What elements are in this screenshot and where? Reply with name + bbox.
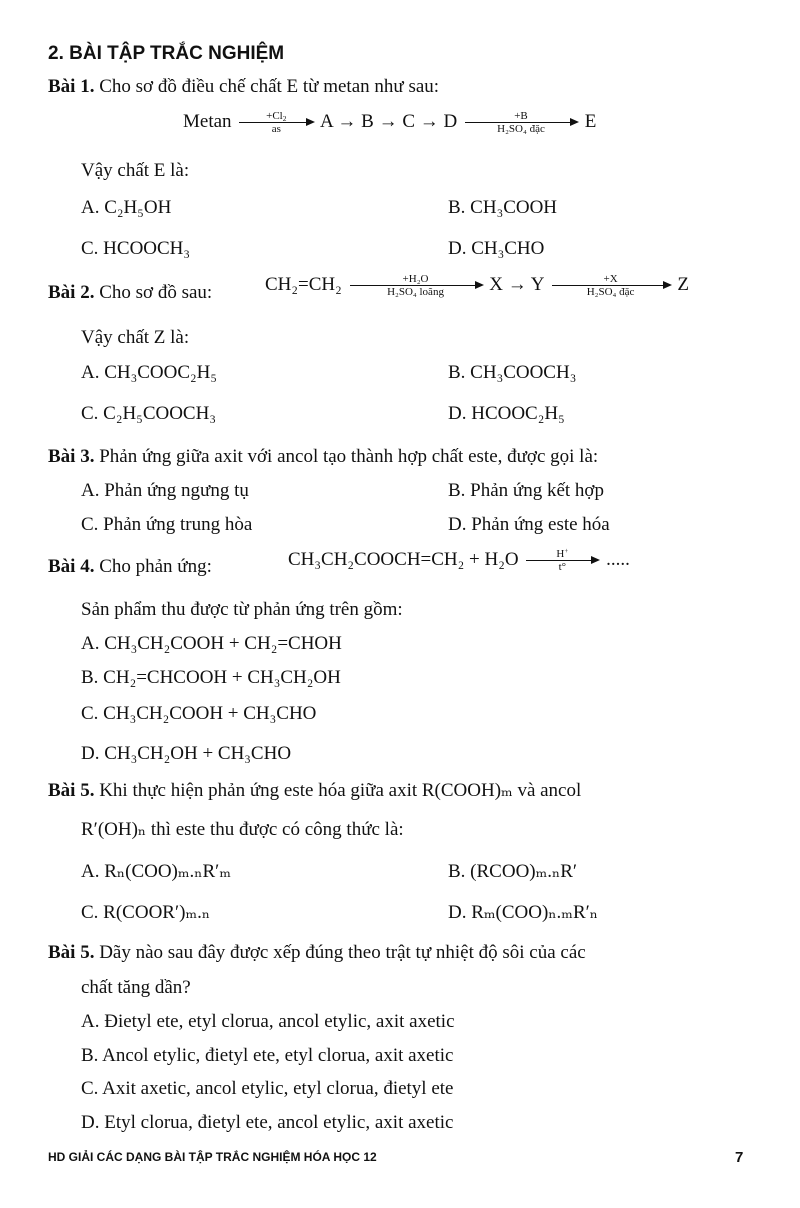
question-text: Cho sơ đồ sau:: [99, 282, 213, 303]
reaction-arrow: [552, 273, 670, 298]
question-4: [48, 556, 212, 578]
question-label: Bài 4.: [48, 556, 95, 577]
question-text: Dãy nào sau đây được xếp đúng theo trật tự nhiệt độ sôi của các: [99, 942, 586, 963]
reaction-arrow: [465, 110, 577, 135]
option-c: C. Phản ứng trung hòa: [81, 514, 253, 535]
reaction-arrow: [239, 110, 313, 135]
question-label: Bài 5.: [48, 942, 95, 963]
arrow-condition-superscript: +: [564, 547, 569, 555]
arrow-condition-bottom: t°: [558, 561, 567, 573]
question-prompt: Vậy chất E là:: [81, 160, 190, 181]
reaction-scheme-2: [265, 273, 689, 298]
arrow-condition-subscript: 2: [282, 114, 287, 124]
arrow-condition-top: +H₂O: [402, 273, 429, 285]
question-text: Cho phản ứng:: [99, 556, 212, 577]
scheme-middle: X → Y: [489, 273, 544, 295]
question-3: [48, 446, 598, 468]
question-text: Cho sơ đồ điều chế chất E từ metan như sau:: [99, 76, 440, 97]
question-2: [48, 282, 212, 304]
option-a: A. C₂H₅OH: [81, 197, 172, 218]
option-a: A. Đietyl ete, etyl clorua, ancol etylic, axit axetic: [81, 1011, 455, 1032]
option-d: D. CH₃CHO: [448, 238, 545, 259]
option-d: D. HCOOC₂H₅: [448, 403, 565, 424]
option-a: A. CH₃CH₂COOH + CH₂=CHOH: [81, 633, 342, 654]
option-b: B. CH₃COOH: [448, 197, 558, 218]
option-c: C. HCOOCH₃: [81, 238, 191, 259]
question-text: Phản ứng giữa axit với ancol tạo thành hợp chất este, được gọi là:: [99, 446, 599, 467]
option-b: B. Ancol etylic, đietyl ete, etyl clorua, axit axetic: [81, 1045, 454, 1066]
scheme-end: Z: [677, 273, 689, 295]
arrow-condition-bottom: as: [271, 123, 281, 135]
question-text-continued: chất tăng dần?: [81, 977, 191, 998]
option-c: C. C₂H₅COOCH₃: [81, 403, 216, 424]
arrow-condition-bottom: H₂SO₄ đặc: [586, 286, 635, 298]
option-b: B. (RCOO)ₘ.ₙR′: [448, 861, 578, 882]
option-b: B. CH₃COOCH₃: [448, 362, 577, 383]
option-d: D. Etyl clorua, đietyl ete, ancol etylic, axit axetic: [81, 1112, 454, 1133]
question-5: [48, 779, 581, 802]
option-b: B. CH₂=CHCOOH + CH₃CH₂OH: [81, 667, 341, 688]
option-d: D. Phản ứng este hóa: [448, 514, 610, 535]
scheme-end: E: [584, 110, 597, 132]
option-c: C. Axit axetic, ancol etylic, etyl clorua, đietyl ete: [81, 1078, 454, 1099]
option-c: C. R(COOR′)ₘ.ₙ: [81, 902, 211, 923]
reaction-right: .....: [606, 548, 630, 570]
reaction-equation: [288, 548, 630, 573]
question-text-continued: R′(OH)ₙ thì este thu được có công thức là:: [81, 819, 404, 840]
reaction-left: CH₃CH₂COOCH=CH₂ + H₂O: [288, 548, 519, 570]
reaction-arrow: [350, 273, 482, 298]
question-label: Bài 1.: [48, 76, 95, 97]
question-prompt: Sản phẩm thu được từ phản ứng trên gồm:: [81, 599, 403, 620]
option-a: A. CH₃COOC₂H₅: [81, 362, 217, 383]
section-title: 2. BÀI TẬP TRẮC NGHIỆM: [48, 43, 285, 64]
option-a: A. Rₙ(COO)ₘ.ₙR′ₘ: [81, 861, 231, 882]
question-1: [48, 76, 439, 98]
option-c: C. CH₃CH₂COOH + CH₃CHO: [81, 703, 317, 724]
question-prompt: Vậy chất Z là:: [81, 327, 190, 348]
footer-title: HD GIẢI CÁC DẠNG BÀI TẬP TRẮC NGHIỆM HÓA HỌC 12: [48, 1150, 377, 1164]
scheme-middle: A → B → C → D: [320, 110, 458, 132]
question-text: Khi thực hiện phản ứng este hóa giữa axit R(COOH)ₘ và ancol: [99, 780, 582, 801]
option-b: B. Phản ứng kết hợp: [448, 480, 604, 501]
arrow-condition-bottom: H₂SO₄ đặc: [497, 123, 545, 135]
option-d: D. CH₃CH₂OH + CH₃CHO: [81, 743, 292, 764]
question-label: Bài 3.: [48, 446, 95, 467]
arrow-condition-bottom: H₂SO₄ loãng: [387, 286, 444, 298]
question-label: Bài 2.: [48, 282, 95, 303]
arrow-condition-top: +B: [514, 110, 528, 122]
reaction-scheme-1: [183, 110, 596, 135]
arrow-condition-top: +Cl: [266, 110, 283, 122]
question-label: Bài 5.: [48, 780, 95, 801]
question-5b: [48, 942, 586, 964]
page-number: 7: [735, 1149, 744, 1166]
option-d: D. Rₘ(COO)ₙ.ₘR′ₙ: [448, 902, 598, 923]
scheme-start: Metan: [183, 110, 232, 132]
arrow-condition-top: +X: [603, 273, 618, 285]
scheme-start: CH₂=CH₂: [265, 273, 342, 295]
option-a: A. Phản ứng ngưng tụ: [81, 480, 249, 501]
reaction-arrow: [526, 548, 598, 573]
arrow-condition-top: H: [556, 548, 565, 560]
